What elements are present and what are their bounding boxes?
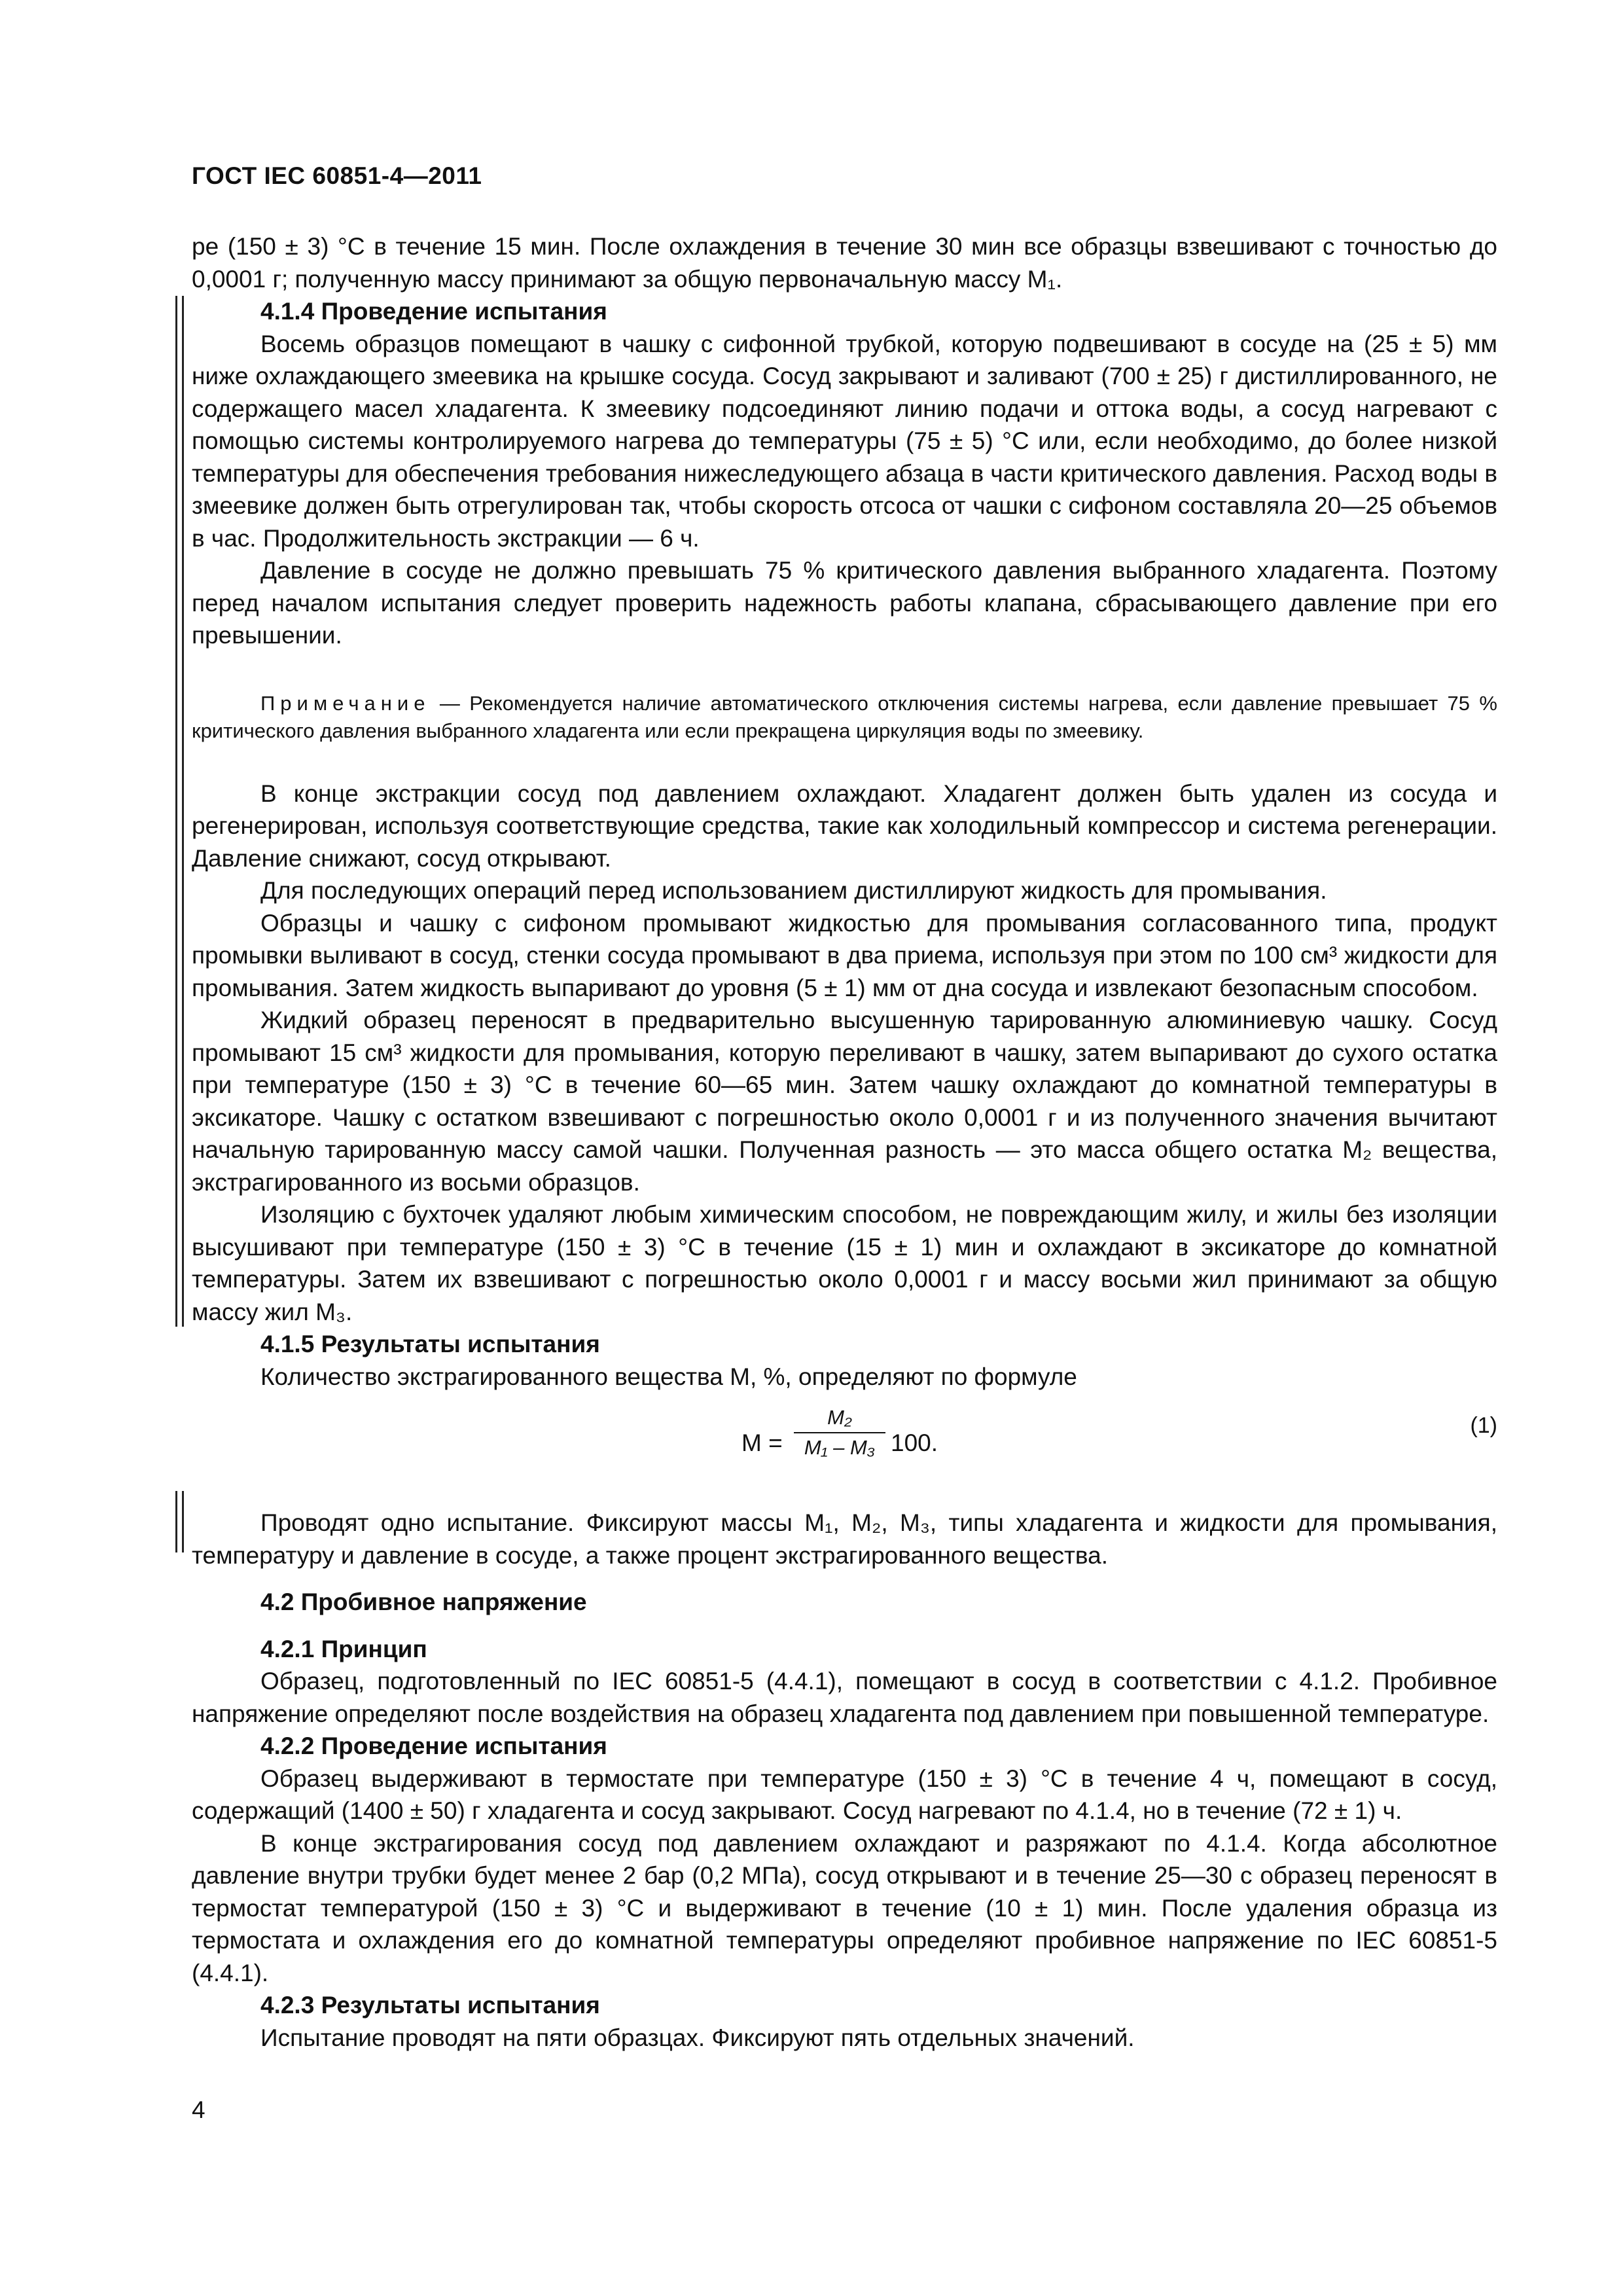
fraction-line [794,1432,885,1433]
paragraph: ре (150 ± 3) °С в течение 15 мин. После охлаждения в течение 30 мин все образцы взвешивают с точностью до 0,0001 г; полученную массу принимают за общую первоначальную массу M₁. [192,233,1497,293]
paragraph: Проводят одно испытание. Фиксируют массы M₁, M₂, M₃, типы хладагента и жидкости для промывания, температуру и давление в сосуде, а также процент экстрагированного вещества. [192,1509,1497,1569]
section-heading-4-2-2: 4.2.2 Проведение испытания [260,1732,607,1759]
formula-tail: 100. [891,1429,938,1456]
paragraph: Жидкий образец переносят в предварительно высушенную тарированную алюминиевую чашку. Сосуд промывают 15 см³ жидкости для промывания, которую переливают в чашку, затем выпаривают до сухого остатка при температуре (150 ± 3) °С в течение 60—65 мин. Затем чашку охлаждают до комнатной температуры в эксикаторе. Чашку с остатком взвешивают с погрешностью около 0,0001 г и из полученного значения вычитают начальную тарированную массу самой чашки. Полученная разность — это масса общего остатка M₂ вещества, экстрагированного из восьми образцов. [192,1007,1497,1196]
formula-1 [192,1397,1497,1495]
note-text: — Рекомендуется наличие автоматического отключения системы нагрева, если давление превышает 75 % критического давления выбранного хладагента или если прекращена циркуляция воды по змеевику. [192,691,1497,742]
formula-number: (1) [1470,1413,1497,1438]
body-text [192,230,1497,2054]
formula-fraction [794,1405,885,1461]
section-heading-4-2-1: 4.2.1 Принцип [260,1635,427,1662]
note-label: Примечание [260,691,431,715]
formula-lhs: M = [741,1429,783,1456]
paragraph: В конце экстрагирования сосуд под давлением охлаждают и разряжают по 4.1.4. Когда абсолютное давление внутри трубки будет менее 2 бар (0,2 МПа), сосуд открывают и в течение 25—30 с образец переносят в термостат температурой (150 ± 3) °С и выдерживают в течение (10 ± 1) мин. После удаления образца из термостата и охлаждения его до комнатной температуры определяют пробивное напряжение по IEC 60851-5 (4.4.1). [192,1829,1497,1986]
change-bar [175,1491,184,1552]
paragraph: Для последующих операций перед использованием дистиллируют жидкость для промывания. [260,877,1327,904]
paragraph: Изоляцию с бухточек удаляют любым химическим способом, не повреждающим жилу, и жилы без изоляции высушивают при температуре (150 ± 3) °С в течение (15 ± 1) мин и охлаждают в эксикаторе до комнатной температуры. Затем их взвешивают с погрешностью около 0,0001 г и массу восьми жил принимают за общую массу жил M₃. [192,1201,1497,1325]
change-bar [175,296,184,1327]
formula-numerator: M₂ [827,1406,852,1429]
page-header-title: ГОСТ IEC 60851-4—2011 [192,162,482,189]
section-heading-4-1-5: 4.1.5 Результаты испытания [260,1331,600,1357]
formula-denominator: M₁ – M₃ [804,1436,876,1459]
paragraph: Испытание проводят на пяти образцах. Фиксируют пять отдельных значений. [260,2024,1135,2051]
paragraph: В конце экстракции сосуд под давлением охлаждают. Хладагент должен быть удален из сосуда и регенерирован, используя соответствующие средства, такие как холодильный компрессор и система регенерации. Давление снижают, сосуд открывают. [192,780,1497,872]
section-heading-4-1-4: 4.1.4 Проведение испытания [260,298,607,325]
paragraph: Количество экстрагированного вещества M, %, определяют по формуле [260,1363,1077,1390]
note [192,690,1497,745]
paragraph: Давление в сосуде не должно превышать 75 % критического давления выбранного хладагента. Поэтому перед началом испытания следует проверить надежность работы клапана, сбрасывающего давление при его превышении. [192,557,1497,649]
page-number: 4 [192,2096,205,2123]
paragraph: Образцы и чашку с сифоном промывают жидкостью для промывания согласованного типа, продукт промывки выливают в сосуд, стенки сосуда промывают в два приема, используя при этом по 100 см³ жидкости для промывания. Затем жидкость выпаривают до уровня (5 ± 1) мм от дна сосуда и извлекают безопасным способом. [192,909,1497,1001]
paragraph: Образец, подготовленный по IEC 60851-5 (4.4.1), помещают в сосуд в соответствии с 4.1.2. Пробивное напряжение определяют после воздействия на образец хладагента под давлением при повышенной температуре. [192,1668,1497,1727]
paragraph: Восемь образцов помещают в чашку с сифонной трубкой, которую подвешивают в сосуде на (25 ± 5) мм ниже охлаждающего змеевика на крышке сосуда. Сосуд закрывают и заливают (700 ± 25) г дистиллированного, не содержащего масел хладагента. К змеевику подсоединяют линию подачи и оттока воды, а сосуд нагревают с помощью системы контролируемого нагрева до температуры (75 ± 5) °С или, если необходимо, до более низкой температуры для обеспечения требования нижеследующего абзаца в части критического давления. Расход воды в змеевике должен быть отрегулирован так, чтобы скорость отсоса от чашки с сифоном составляла 20—25 объемов в час. Продолжительность экстракции — 6 ч. [192,330,1498,552]
section-heading-4-2-3: 4.2.3 Результаты испытания [260,1992,600,2018]
section-heading-4-2: 4.2 Пробивное напряжение [260,1588,587,1615]
paragraph: Образец выдерживают в термостате при температуре (150 ± 3) °С в течение 4 ч, помещают в сосуд, содержащий (1400 ± 50) г хладагента и сосуд закрывают. Сосуд нагревают по 4.1.4, но в течение (72 ± 1) ч. [192,1765,1497,1824]
